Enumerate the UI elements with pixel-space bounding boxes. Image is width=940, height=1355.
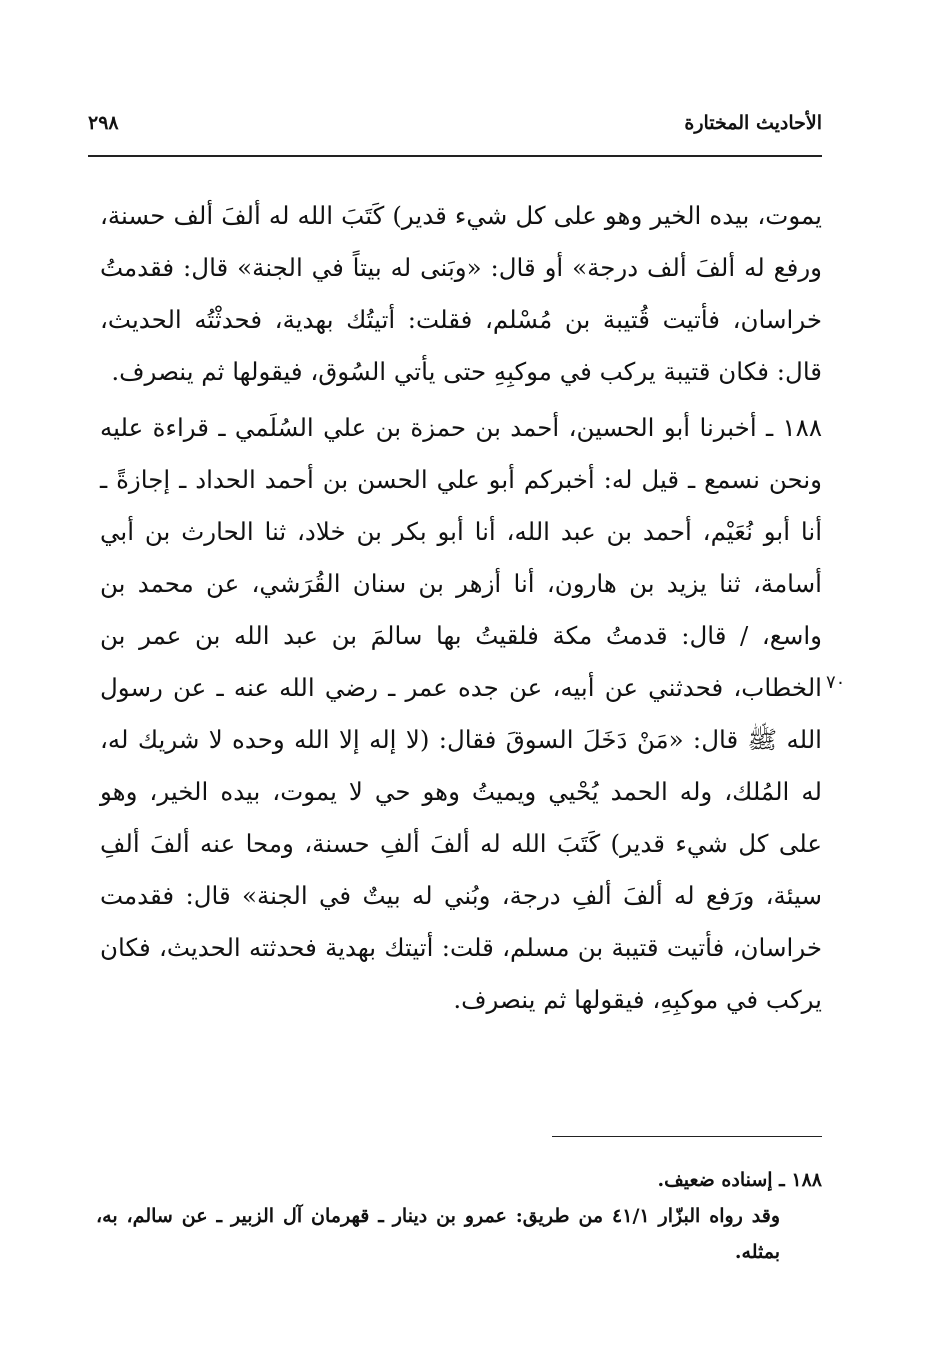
footnote-line-2: وقد رواه البزّار ٤١/١ من طريق: عمرو بن دينار ـ قهرمان آل الزبير ـ عن سالم، به، بمثله. bbox=[96, 1205, 780, 1263]
main-text bbox=[100, 190, 822, 1026]
page-number: ٢٩٨ bbox=[88, 112, 119, 134]
footnotes bbox=[96, 1162, 822, 1270]
header-divider bbox=[88, 155, 822, 157]
paragraph-continuation: يموت، بيده الخير وهو على كل شيء قدير) كَتَبَ الله له ألفَ ألف حسنة، ورفع له ألفَ ألف درجة» أو قال: «وبَنى له بيتاً في الجنة» قال: فقدمتُ خراسان، فأتيت قُتيبة بن مُسْلم، فقلت: أتيتُك بهدية، فحدثْتُه الحديث، قال: فكان قتيبة يركب في موكبِهِ حتى يأتي السُوق، فيقولها ثم ينصرف. bbox=[100, 201, 822, 386]
footnote-line-1: ١٨٨ ـ إسناده ضعيف. bbox=[657, 1169, 822, 1191]
running-title: الأحاديث المختارة bbox=[684, 112, 822, 134]
page-header bbox=[88, 112, 822, 142]
footnote-divider bbox=[552, 1136, 822, 1137]
paragraph-hadith-188: ١٨٨ ـ أخبرنا أبو الحسين، أحمد بن حمزة بن علي السُلَمي ـ قراءة عليه ونحن نسمع ـ قيل له: أخبركم أبو علي الحسن بن أحمد الحداد ـ إجازةً ـ أنا أبو نُعَيْم، أحمد بن عبد الله، أنا أبو بكر بن خلاد، ثنا الحارث بن أبي أسامة، ثنا يزيد بن هارون، أنا أزهر بن سنان القُرَشي، عن محمد بن واسع، / قال: قدمتُ مكة فلقيتُ بها سالمَ بن عبد الله بن عمر بن الخطاب، فحدثني عن أبيه، عن جده عمر ـ رضي الله عنه ـ عن رسول الله ﷺ قال: «مَنْ دَخَلَ السوقَ فقال: (لا إله إلا الله وحده لا شريك له، له المُلك، وله الحمد يُحْيي ويميتُ وهو حي لا يموت، بيده الخير، وهو على كل شيء قدير) كَتَبَ الله له ألفَ ألفِ حسنة، ومحا عنه ألفَ ألفِ سيئة، ورَفع له ألفَ ألفِ درجة، وبُني له بيتٌ في الجنة» قال: فقدمت خراسان، فأتيت قتيبة بن مسلم، قلت: أتيتك بهدية فحدثته الحديث، فكان يركب في موكبِهِ، فيقولها ثم ينصرف. bbox=[100, 413, 822, 1014]
margin-folio-marker: ٧٠ bbox=[826, 672, 846, 693]
